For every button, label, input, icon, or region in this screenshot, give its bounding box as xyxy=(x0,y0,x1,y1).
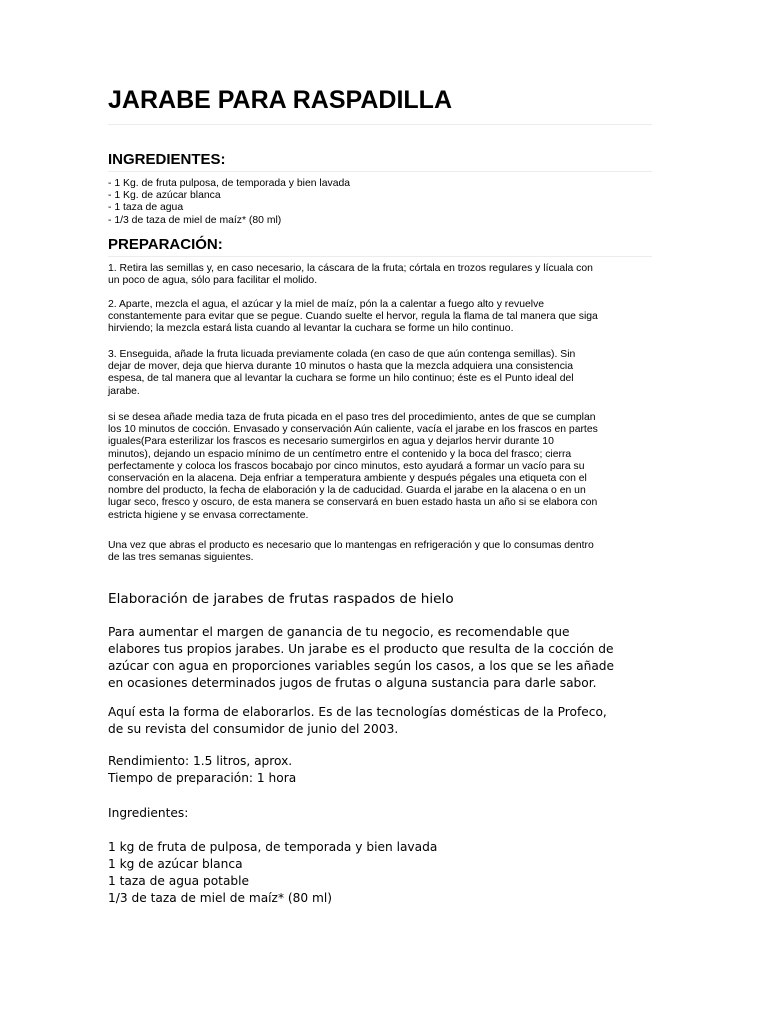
ingredient-item: 1 taza de agua potable xyxy=(108,874,250,888)
preparation-step-3 xyxy=(108,349,660,398)
paragraph-line: perfectamente y coloca los frascos bocabajo por cinco minutos, esto ayudará a formar un vacío para su xyxy=(108,460,585,472)
paragraph-line: jarabe. xyxy=(108,385,140,397)
paragraph-line: Aquí esta la forma de elaborarlos. Es de las tecnologías domésticas de la Profeco, xyxy=(108,705,607,719)
storage-note xyxy=(108,540,660,564)
paragraph-line: minutos), dejando un espacio mínimo de un centímetro entre el contenido y la boca del frasco; cierra xyxy=(108,448,572,460)
ingredient-item: - 1/3 de taza de miel de maíz* (80 ml) xyxy=(108,214,282,226)
preparation-step-1 xyxy=(108,263,660,287)
second-section-heading: Elaboración de jarabes de frutas raspados de hielo xyxy=(108,591,454,607)
intro-paragraph xyxy=(108,624,668,692)
second-ingredients-list xyxy=(108,839,668,907)
title-divider xyxy=(108,124,652,125)
paragraph-line: Una vez que abras el producto es necesario que lo mantengas en refrigeración y que lo consumas dentro xyxy=(108,540,594,551)
ingredient-item: - 1 Kg. de azúcar blanca xyxy=(108,190,221,202)
ingredient-item: 1/3 de taza de miel de maíz* (80 ml) xyxy=(108,891,333,905)
paragraph-line: Ingredientes: xyxy=(108,806,189,820)
paragraph-line: los 10 minutos de cocción. Envasado y conservación Aún caliente, vacía el jarabe en los frascos en partes xyxy=(108,424,598,436)
preparation-step-2 xyxy=(108,299,660,336)
paragraph-line: Tiempo de preparación: 1 hora xyxy=(108,771,297,785)
paragraph-line: 3. Enseguida, añade la fruta licuada previamente colada (en caso de que aún contenga semillas). Sin xyxy=(108,349,576,360)
paragraph-line: de su revista del consumidor de junio del 2003. xyxy=(108,722,399,736)
ingredient-item: - 1 taza de agua xyxy=(108,202,184,214)
paragraph-line: constantemente para evitar que se pegue. Cuando suelte el hervor, regula la flama de tal manera que siga xyxy=(108,311,598,323)
paragraph-line: Para aumentar el margen de ganancia de tu negocio, es recomendable que xyxy=(108,625,570,639)
paragraph-line: conservación en la alacena. Deja enfriar a temperatura ambiente y después pégales una etiqueta con el xyxy=(108,473,587,485)
preparation-notes xyxy=(108,412,660,522)
paragraph-line: nombre del producto, la fecha de elaboración y la de caducidad. Guarda el jarabe en la alacena o en un xyxy=(108,485,586,497)
paragraph-line: si se desea añade media taza de fruta picada en el paso tres del procedimiento, antes de que se cumplan xyxy=(108,412,596,423)
paragraph-line: 2. Aparte, mezcla el agua, el azúcar y la miel de maíz, pón la a calentar a fuego alto y revuelve xyxy=(108,299,545,310)
paragraph-line: lugar seco, fresco y oscuro, de esta manera se conservará en buen estado hasta un año si se elabora con xyxy=(108,497,598,509)
paragraph-line: 1. Retira las semillas y, en caso necesario, la cáscara de la fruta; córtala en trozos regulares y lícuala con xyxy=(108,263,593,274)
preparation-divider xyxy=(108,256,652,257)
paragraph-line: iguales(Para esterilizar los frascos es necesario sumergirlos en agua y dejarlos hervir durante 10 xyxy=(108,436,554,448)
ingredients-label xyxy=(108,805,668,822)
preparation-heading: PREPARACIÓN: xyxy=(108,236,223,253)
paragraph-line: azúcar con agua en proporciones variables según los casos, a los que se les añade xyxy=(108,659,615,673)
ingredients-list xyxy=(108,178,660,227)
ingredient-item: 1 kg de azúcar blanca xyxy=(108,857,243,871)
paragraph-line: de las tres semanas siguientes. xyxy=(108,552,254,564)
paragraph-line: en ocasiones determinados jugos de frutas o alguna sustancia para darle sabor. xyxy=(108,676,597,690)
ingredients-divider xyxy=(108,171,652,172)
paragraph-line: estricta higiene y se envasa correctamente. xyxy=(108,509,309,521)
yield-info xyxy=(108,753,668,787)
ingredients-heading: INGREDIENTES: xyxy=(108,151,226,168)
document-title: JARABE PARA RASPADILLA xyxy=(108,86,452,114)
paragraph-line: elabores tus propios jarabes. Un jarabe es el producto que resulta de la cocción de xyxy=(108,642,614,656)
source-paragraph xyxy=(108,704,668,738)
paragraph-line: dejar de mover, deja que hierva durante 10 minutos o hasta que la mezcla adquiera una consistencia xyxy=(108,361,573,373)
ingredient-item: 1 kg de fruta de pulposa, de temporada y bien lavada xyxy=(108,840,438,854)
ingredient-item: - 1 Kg. de fruta pulposa, de temporada y bien lavada xyxy=(108,178,351,189)
paragraph-line: Rendimiento: 1.5 litros, aprox. xyxy=(108,754,293,768)
paragraph-line: espesa, de tal manera que al levantar la cuchara se forme un hilo continuo; éste es el Punto ideal del xyxy=(108,373,574,385)
paragraph-line: un poco de agua, sólo para facilitar el molido. xyxy=(108,275,318,287)
paragraph-line: hirviendo; la mezcla estará lista cuando al levantar la cuchara se forme un hilo continuo. xyxy=(108,323,514,335)
